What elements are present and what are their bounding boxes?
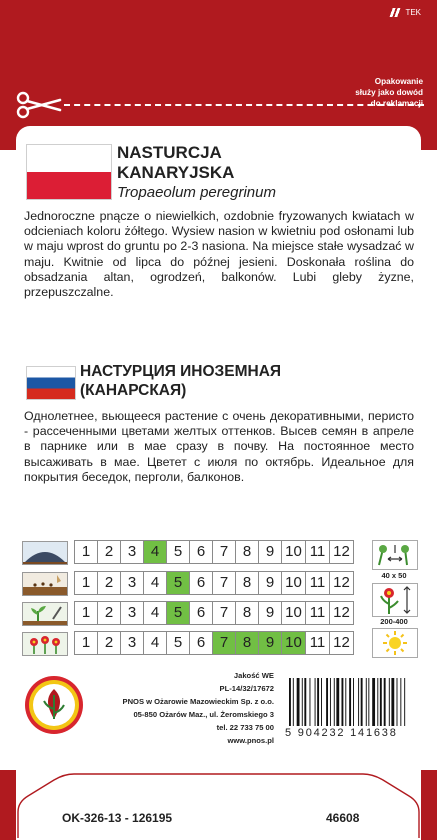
month-cell: 11 [305, 631, 330, 655]
month-cell: 4 [143, 540, 167, 564]
month-cell: 10 [281, 540, 306, 564]
barcode-bar [330, 678, 331, 726]
barcode-bar [321, 678, 322, 726]
title-line: NASTURCJA [117, 143, 222, 162]
title-line: НАСТУРЦИЯ ИНОЗЕМНАЯ [80, 363, 282, 380]
month-cell: 1 [74, 631, 98, 655]
barcode-bar [309, 678, 310, 726]
title-line: KANARYJSKA [117, 163, 235, 182]
month-cell: 7 [212, 571, 236, 595]
month-cell: 4 [143, 631, 167, 655]
barcode-bar [389, 678, 390, 726]
barcode-bar [315, 678, 316, 726]
month-cell: 12 [329, 601, 354, 625]
calendar-row [22, 571, 365, 595]
month-cell: 3 [120, 571, 144, 595]
tek-label: TEK [405, 8, 421, 17]
month-cell: 10 [281, 601, 306, 625]
month-cell: 7 [212, 540, 236, 564]
month-cell: 7 [212, 601, 236, 625]
month-cell: 12 [329, 540, 354, 564]
barcode-digits: 5 904232 141638 [285, 727, 398, 739]
product-number: 46608 [326, 811, 360, 825]
greenhouse-sowing-icon [22, 541, 68, 565]
perforation-line [14, 772, 423, 838]
month-cell: 11 [305, 571, 330, 595]
barcode-bar [336, 678, 339, 726]
polish-flag-icon [26, 144, 112, 200]
month-cell: 2 [97, 601, 121, 625]
month-cell: 9 [258, 601, 282, 625]
barcode-bar [334, 678, 335, 726]
tek-mark-icon [387, 8, 403, 17]
month-cell: 7 [212, 631, 236, 655]
barcode-bar [380, 678, 382, 726]
description-polish: Jednoroczne pnącze o niewielkich, ozdobnie fryzowanych kwiatach w odcieniach koloru żółtego. Wysiew nasion w kwietniu pod osłonami lub w maju wprost do gruntu po 2-3 nasiona. Na miejsce stałe wysadzać w maju. Kwitnie od lipca do późnej jesieni. Doskonała roślina do obsadzania altan, ogrodzeń, balkonów. Lubi gleby żyzne, przepuszczalne. [24, 209, 414, 300]
company-line: PL-14/32/17672 [219, 684, 274, 693]
planting-out-icon [22, 602, 68, 626]
barcode-bar [404, 678, 405, 726]
month-cell: 1 [74, 571, 98, 595]
barcode-bar [368, 678, 369, 726]
barcode-bar [397, 678, 398, 726]
cut-line [64, 104, 424, 106]
month-cell: 6 [189, 631, 213, 655]
month-cell: 4 [143, 601, 167, 625]
month-cell: 8 [235, 540, 259, 564]
tek-logo [387, 8, 421, 17]
barcode-bar [345, 678, 346, 726]
barcode-bar [293, 678, 294, 726]
pnos-logo [24, 675, 84, 735]
barcode-bar [361, 678, 363, 726]
barcode-bar [366, 678, 367, 726]
calendar-row [22, 540, 365, 564]
lot-code: OK-326-13 - 126195 [62, 811, 173, 825]
note-line: służy jako dowód [355, 88, 423, 97]
month-cell: 6 [189, 601, 213, 625]
barcode [285, 678, 415, 726]
month-cell: 10 [281, 571, 306, 595]
month-cell: 4 [143, 571, 167, 595]
scissors-icon [14, 90, 64, 120]
month-cell: 12 [329, 631, 354, 655]
note-line: do reklamacji [370, 99, 423, 108]
month-cell: 8 [235, 631, 259, 655]
barcode-bar [349, 678, 351, 726]
height-label: 200-400 [380, 617, 408, 626]
month-cell: 2 [97, 631, 121, 655]
month-cell: 1 [74, 540, 98, 564]
full-sun-icon [372, 628, 418, 658]
month-cell: 3 [120, 540, 144, 564]
month-cell: 5 [166, 601, 190, 625]
month-cell: 3 [120, 631, 144, 655]
plant-height-icon [372, 583, 418, 617]
barcode-bar [353, 678, 354, 726]
barcode-bar [302, 678, 303, 726]
title-line: (КАНАРСКАЯ) [80, 381, 187, 399]
month-cell: 11 [305, 601, 330, 625]
month-cell: 9 [258, 631, 282, 655]
month-cell: 11 [305, 540, 330, 564]
month-cell: 8 [235, 601, 259, 625]
title-polish [117, 143, 234, 183]
calendar-row [22, 601, 365, 625]
barcode-bar [326, 678, 328, 726]
month-cell: 5 [166, 631, 190, 655]
title-russian [80, 363, 281, 400]
barcode-bar [391, 678, 394, 726]
month-cell: 5 [166, 571, 190, 595]
month-cell: 9 [258, 571, 282, 595]
month-cell: 2 [97, 571, 121, 595]
barcode-bar [317, 678, 319, 726]
company-line: PNOS w Ożarowie Mazowieckim Sp. z o.o. [122, 697, 274, 706]
month-cell: 6 [189, 540, 213, 564]
barcode-bar [289, 678, 291, 726]
barcode-bar [297, 678, 300, 726]
month-cell: 12 [329, 571, 354, 595]
barcode-bar [377, 678, 378, 726]
note-line: Opakowanie [374, 77, 423, 86]
spacing-icon [372, 540, 418, 570]
month-cell: 1 [74, 601, 98, 625]
barcode-bar [341, 678, 343, 726]
calendar-row [22, 631, 365, 655]
description-russian: Однолетнее, вьющееся растение с очень декоративными, перисто - рассеченными цветами желтых оттенков. Высев семян в апреле в парнике или в мае сразу в почву. На постоянное место высаживать в мае. Цветет с июля по октябрь. Идеальное для покрытия беседок, перголи, балконов. [24, 409, 414, 484]
company-info [123, 669, 275, 747]
barcode-bar [384, 678, 386, 726]
company-line: tel. 22 733 75 00 [216, 723, 274, 732]
barcode-bar [304, 678, 306, 726]
soil-sowing-icon [22, 572, 68, 596]
company-line: Jakość WE [233, 671, 274, 680]
month-cell: 2 [97, 540, 121, 564]
spacing-label: 40 x 50 [381, 571, 407, 580]
barcode-bar [372, 678, 375, 726]
month-cell: 5 [166, 540, 190, 564]
month-cell: 8 [235, 571, 259, 595]
month-cell: 9 [258, 540, 282, 564]
russian-flag-icon [26, 366, 76, 400]
company-line: 05-850 Ożarów Maz., ul. Żeromskiego 3 [133, 710, 274, 719]
month-cell: 6 [189, 571, 213, 595]
month-cell: 3 [120, 601, 144, 625]
barcode-bar [400, 678, 401, 726]
company-line: www.pnos.pl [227, 736, 274, 745]
barcode-bar [358, 678, 359, 726]
latin-name: Tropaeolum peregrinum [117, 184, 276, 201]
flowering-icon [22, 632, 68, 656]
month-cell: 10 [281, 631, 306, 655]
